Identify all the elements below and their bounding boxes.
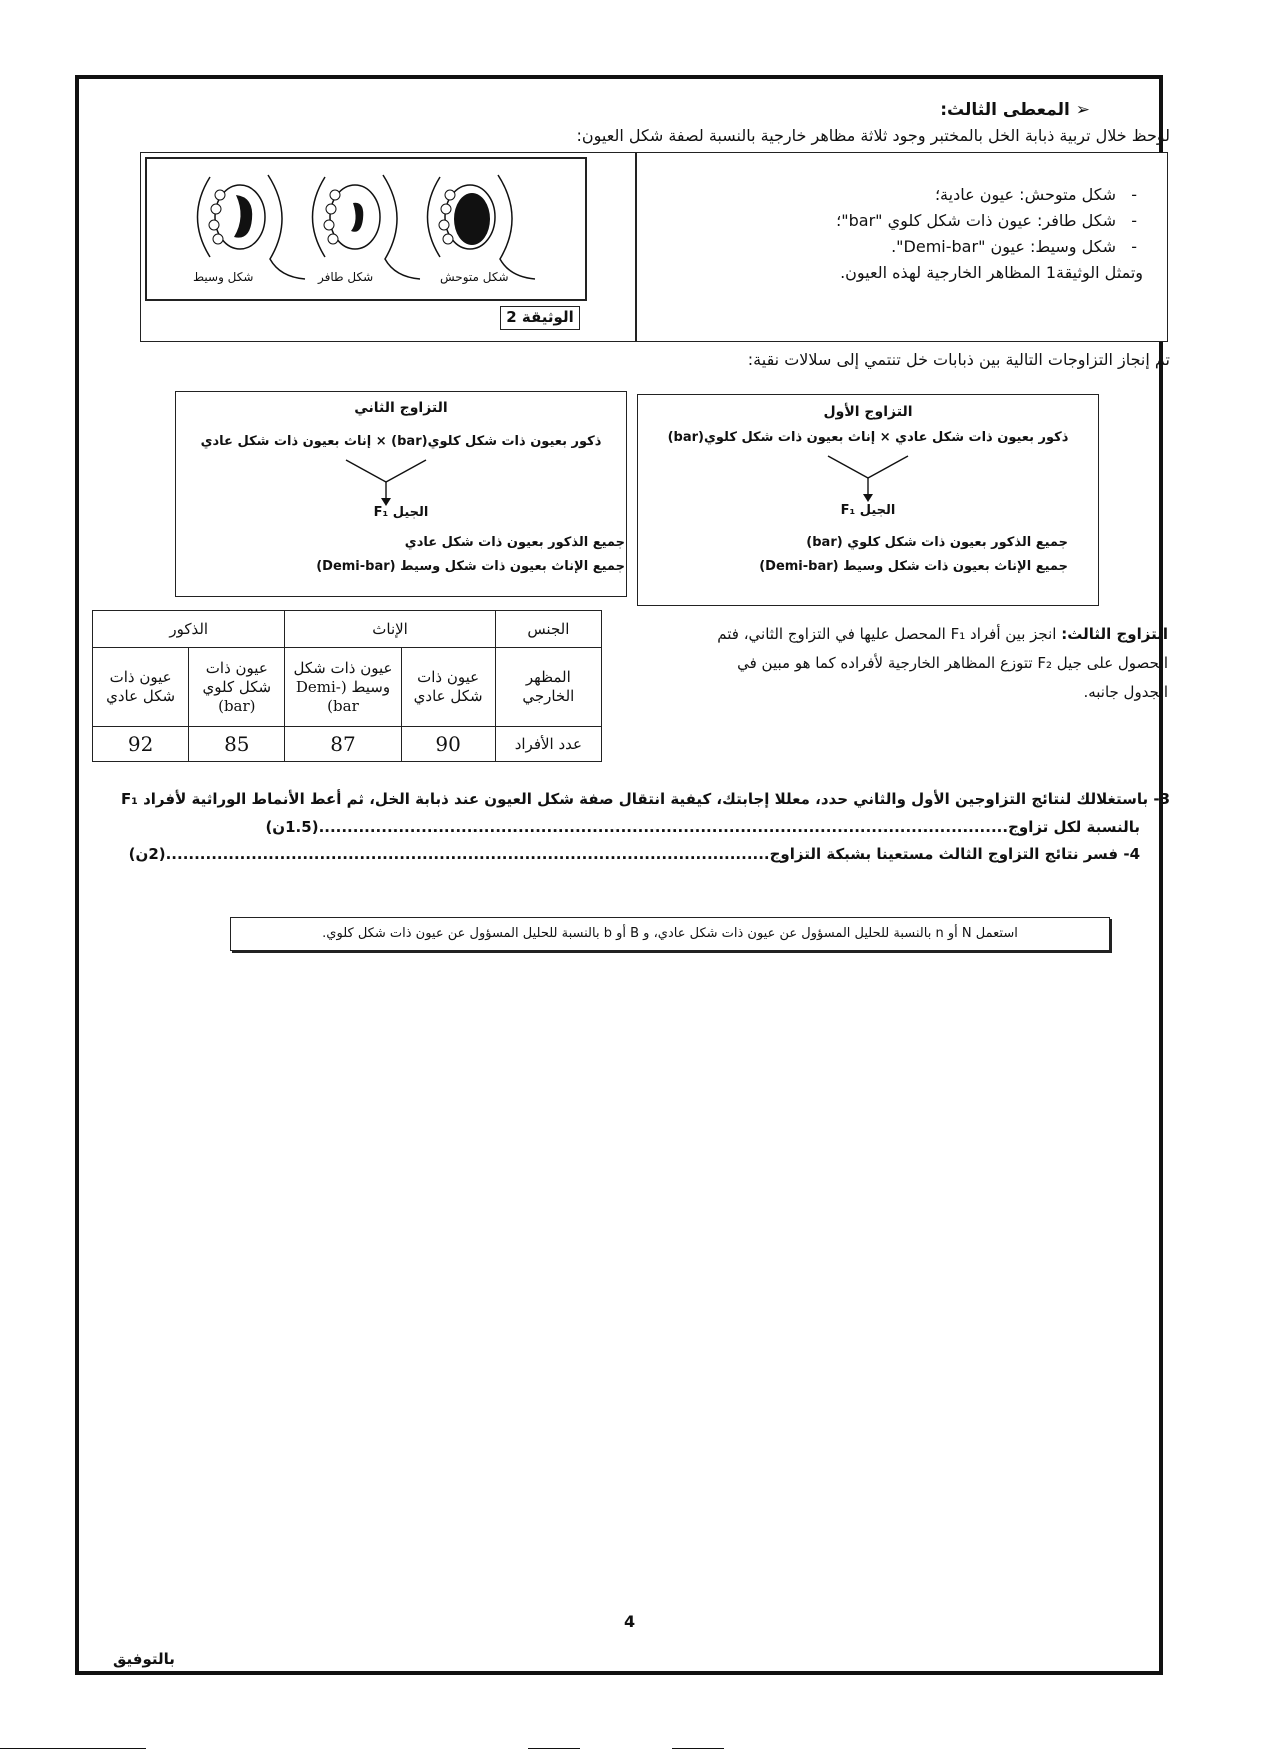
- phenotype-note: وتمثل الوثيقة1 المظاهر الخارجية لهذه العيون.: [840, 263, 1143, 282]
- phenotype-item: - شكل وسيط: عيون "Demi-bar".: [891, 237, 1137, 256]
- section-title: ➢ المعطى الثالث:: [940, 100, 1090, 120]
- page-number: 4: [624, 1612, 636, 1631]
- f2-results-table: [92, 610, 602, 762]
- table-cell: عيون ذات شكل وسيط (Demi-bar): [285, 648, 401, 727]
- table-cell: عيون ذات شكل عادي: [93, 648, 189, 727]
- wild-type-eye-icon: [428, 175, 536, 279]
- cross3-text: التزاوج الثالث: انجز بين أفراد F₁ المحصل عليها في التزاوج الثاني، فتم الحصول على جيل F₂ تتوزع المظاهر الخارجية لأفراده كما هو مبين في الجدول جانبه.: [717, 625, 1168, 701]
- phenotype-list: [687, 182, 1143, 286]
- crosses-intro: تم إنجاز التزاوجات التالية بين ذبابات خل تنتمي إلى سلالات نقية:: [747, 350, 1170, 369]
- table-cell: 92: [93, 727, 189, 762]
- cross2-parents: ذكور بعيون ذات شكل كلوي(bar) × إناث بعيون ذات شكل عادي: [200, 434, 602, 449]
- question-4-points: (2ن): [128, 845, 166, 863]
- cross1-parents: ذكور بعيون ذات شكل عادي × إناث بعيون ذات شكل كلوي(bar): [667, 430, 1069, 445]
- phenotype-item: - شكل متوحش: عيون عادية؛: [934, 185, 1137, 204]
- sex-header: الجنس: [495, 611, 601, 648]
- phenotype-header: المظهر الخارجي: [495, 648, 601, 727]
- caption-wild: شكل متوحش: [440, 270, 509, 284]
- males-header: الذكور: [93, 611, 285, 648]
- intro-text: لوحظ خلال تربية ذبابة الخل بالمختبر وجود ثلاثة مظاهر خارجية بالنسبة لصفة شكل العيون:: [576, 126, 1170, 145]
- answer-dots: .........................................................................................................................: [318, 818, 1009, 836]
- table-cell: 90: [401, 727, 495, 762]
- footer-line: [0, 1748, 146, 1749]
- females-header: الإناث: [285, 611, 495, 648]
- table-cell: 87: [285, 727, 401, 762]
- cross1-title: التزاوج الأول: [823, 404, 913, 420]
- bar-eye-icon: [313, 175, 421, 279]
- table-cell: عيون ذات شكل عادي: [401, 648, 495, 727]
- caption-bar: شكل طافر: [318, 270, 374, 284]
- footer-line: [528, 1748, 580, 1749]
- cross2-title: التزاوج الثاني: [354, 400, 448, 416]
- caption-demibar: شكل وسيط: [193, 270, 254, 284]
- cross1-f1: الجيل F₁: [840, 503, 896, 518]
- cross1-arrow: [818, 452, 918, 504]
- answer-dots: ..........................................................................................................: [165, 845, 770, 863]
- cross2-arrow: [336, 456, 436, 508]
- phenotype-item: - شكل طافر: عيون ذات شكل كلوي "bar"؛: [836, 211, 1137, 230]
- table-cell: 85: [189, 727, 285, 762]
- closing-text: بالتوفيق: [113, 1650, 175, 1668]
- arrow-bullet-icon: ➢: [1069, 100, 1090, 120]
- cross2-result-females: جميع الإناث بعيون ذات شكل وسيط (Demi-bar): [316, 559, 625, 574]
- count-header: عدد الأفراد: [495, 727, 601, 762]
- question-3-points: (1.5ن): [265, 818, 319, 836]
- question-3: 3- باستغلالك لنتائج التزاوجين الأول والثاني حدد، معللا إجابتك، كيفية انتقال صفة شكل العيون عند ذبابة الخل، ثم أعط الأنماط الوراثية لأفراد F₁: [121, 790, 1170, 808]
- cross3-label: التزاوج الثالث:: [1061, 625, 1168, 643]
- table-cell: عيون ذات شكل كلوي (bar): [189, 648, 285, 727]
- cross2-f1: الجيل F₁: [373, 505, 429, 520]
- cross2-result-males: جميع الذكور بعيون ذات شكل عادي: [404, 535, 625, 550]
- question-4-line: 4- فسر نتائج التزاوج الثالث مستعينا بشبكة التزاوج..........................................................................................................(2ن): [128, 845, 1140, 863]
- notice-box: استعمل N أو n بالنسبة للحليل المسؤول عن عيون ذات شكل عادي، و B أو b بالنسبة للحليل المسؤول عن عيون ذات شكل كلوي.: [230, 917, 1110, 951]
- demi-bar-eye-icon: [198, 175, 306, 279]
- cross1-result-males: جميع الذكور بعيون ذات شكل كلوي (bar): [806, 535, 1068, 550]
- cross1-result-females: جميع الإناث بعيون ذات شكل وسيط (Demi-bar): [759, 559, 1068, 574]
- question-3-line: بالنسبة لكل تزاوج.........................................................................................................................(1.5ن): [265, 818, 1140, 836]
- footer-line: [672, 1748, 724, 1749]
- document-label: الوثيقة 2: [500, 306, 580, 330]
